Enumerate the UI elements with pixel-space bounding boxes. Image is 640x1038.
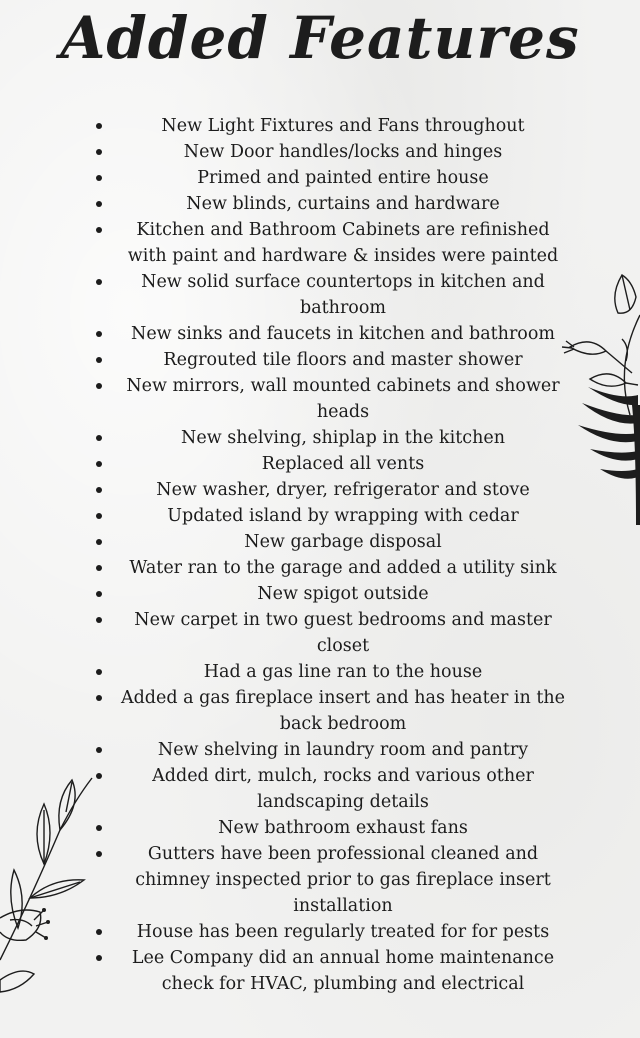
list-item: Primed and painted entire house [100, 165, 570, 191]
list-item: Had a gas line ran to the house [100, 659, 570, 685]
list-item: Replaced all vents [100, 451, 570, 477]
list-item: New washer, dryer, refrigerator and stove [100, 477, 570, 503]
list-item: New Light Fixtures and Fans throughout [100, 113, 570, 139]
botanical-branch-icon [560, 255, 640, 535]
list-item: New shelving in laundry room and pantry [100, 737, 570, 763]
list-item: New bathroom exhaust fans [100, 815, 570, 841]
page-title: Added Features [60, 4, 580, 72]
list-item: Added dirt, mulch, rocks and various other landscaping details [100, 763, 570, 815]
list-item: New garbage disposal [100, 529, 570, 555]
list-item: Regrouted tile floors and master shower [100, 347, 570, 373]
list-item: New solid surface countertops in kitchen and bathroom [100, 269, 570, 321]
botanical-flower-icon [0, 770, 110, 1020]
list-item: New shelving, shiplap in the kitchen [100, 425, 570, 451]
list-item: Kitchen and Bathroom Cabinets are refinished with paint and hardware & insides were painted [100, 217, 570, 269]
list-item: Water ran to the garage and added a utility sink [100, 555, 570, 581]
list-item: Updated island by wrapping with cedar [100, 503, 570, 529]
list-item: New spigot outside [100, 581, 570, 607]
list-item: New carpet in two guest bedrooms and master closet [100, 607, 570, 659]
list-item: Added a gas fireplace insert and has heater in the back bedroom [100, 685, 570, 737]
list-item: Gutters have been professional cleaned and chimney inspected prior to gas fireplace insert installation [100, 841, 570, 919]
list-item: New sinks and faucets in kitchen and bathroom [100, 321, 570, 347]
list-item: New blinds, curtains and hardware [100, 191, 570, 217]
list-item: New mirrors, wall mounted cabinets and shower heads [100, 373, 570, 425]
list-item: New Door handles/locks and hinges [100, 139, 570, 165]
list-item: House has been regularly treated for for pests [100, 919, 570, 945]
features-list [100, 113, 570, 997]
list-item: Lee Company did an annual home maintenance check for HVAC, plumbing and electrical [100, 945, 570, 997]
